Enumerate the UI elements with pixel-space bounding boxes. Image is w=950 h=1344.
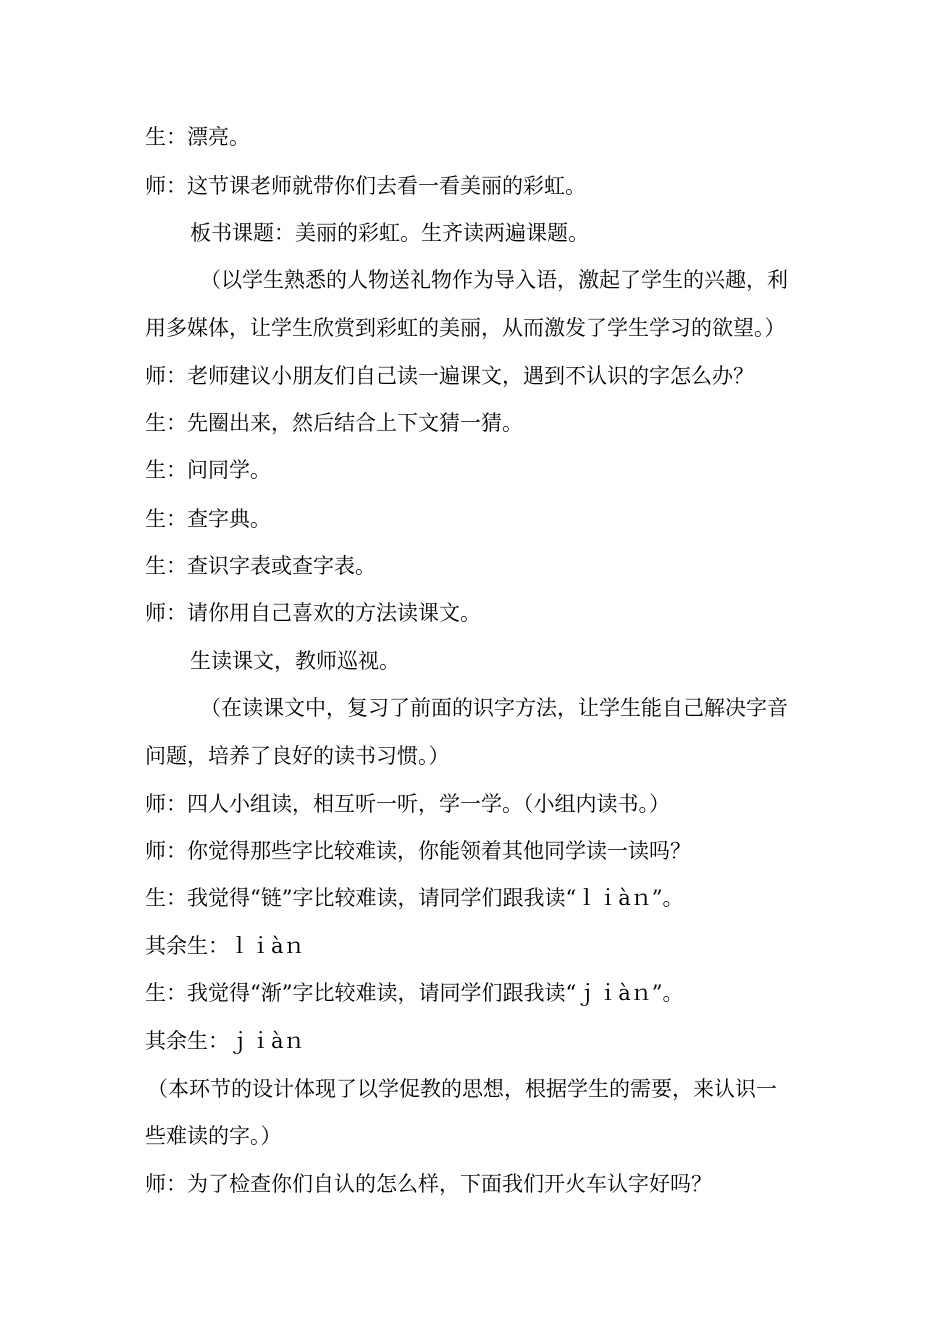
text-line-11: 师：请你用自己喜欢的方法读课文。: [145, 601, 481, 625]
text-line-5: 用多媒体，让学生欣赏到彩虹的美丽，从而激发了学生学习的欲望。）: [145, 316, 786, 340]
text-line-16: 师：你觉得那些字比较难读，你能领着其他同学读一读吗？: [145, 839, 691, 863]
text-line-20: 其余生：ｊｉàｎ: [145, 1029, 305, 1053]
text-line-1: 生：漂亮。: [145, 125, 250, 149]
text-line-6: 师：老师建议小朋友们自己读一遍课文，遇到不认识的字怎么办？: [145, 364, 754, 388]
text-line-10: 生：查识字表或查字表。: [145, 554, 376, 578]
text-line-8: 生：问同学。: [145, 458, 271, 482]
text-line-4: （以学生熟悉的人物送礼物作为导入语，激起了学生的兴趣，利: [200, 268, 788, 292]
text-line-12: 生读课文，教师巡视。: [190, 649, 400, 673]
text-line-23: 师：为了检查你们自认的怎么样，下面我们开火车认字好吗？: [145, 1172, 712, 1196]
text-line-17: 生：我觉得“链”字比较难读，请同学们跟我读“ｌｉàｎ”。: [145, 886, 684, 910]
text-line-9: 生：查字典。: [145, 507, 271, 531]
text-line-3: 板书课题：美丽的彩虹。生齐读两遍课题。: [190, 221, 589, 245]
text-line-7: 生：先圈出来，然后结合上下文猜一猜。: [145, 411, 523, 435]
text-line-2: 师：这节课老师就带你们去看一看美丽的彩虹。: [145, 174, 586, 198]
text-line-19: 生：我觉得“渐”字比较难读，请同学们跟我读“ｊｉàｎ”。: [145, 981, 684, 1005]
text-line-15: 师：四人小组读，相互听一听，学一学。（小组内读书。）: [145, 792, 670, 816]
text-line-18: 其余生：ｌｉàｎ: [145, 934, 305, 958]
text-line-14: 问题，培养了良好的读书习惯。）: [145, 744, 450, 768]
text-line-21: （本环节的设计体现了以学促教的思想，根据学生的需要，来认识一: [147, 1077, 777, 1101]
text-line-22: 些难读的字。）: [145, 1124, 282, 1148]
text-line-13: （在读课文中，复习了前面的识字方法，让学生能自己解决字音: [200, 696, 788, 720]
